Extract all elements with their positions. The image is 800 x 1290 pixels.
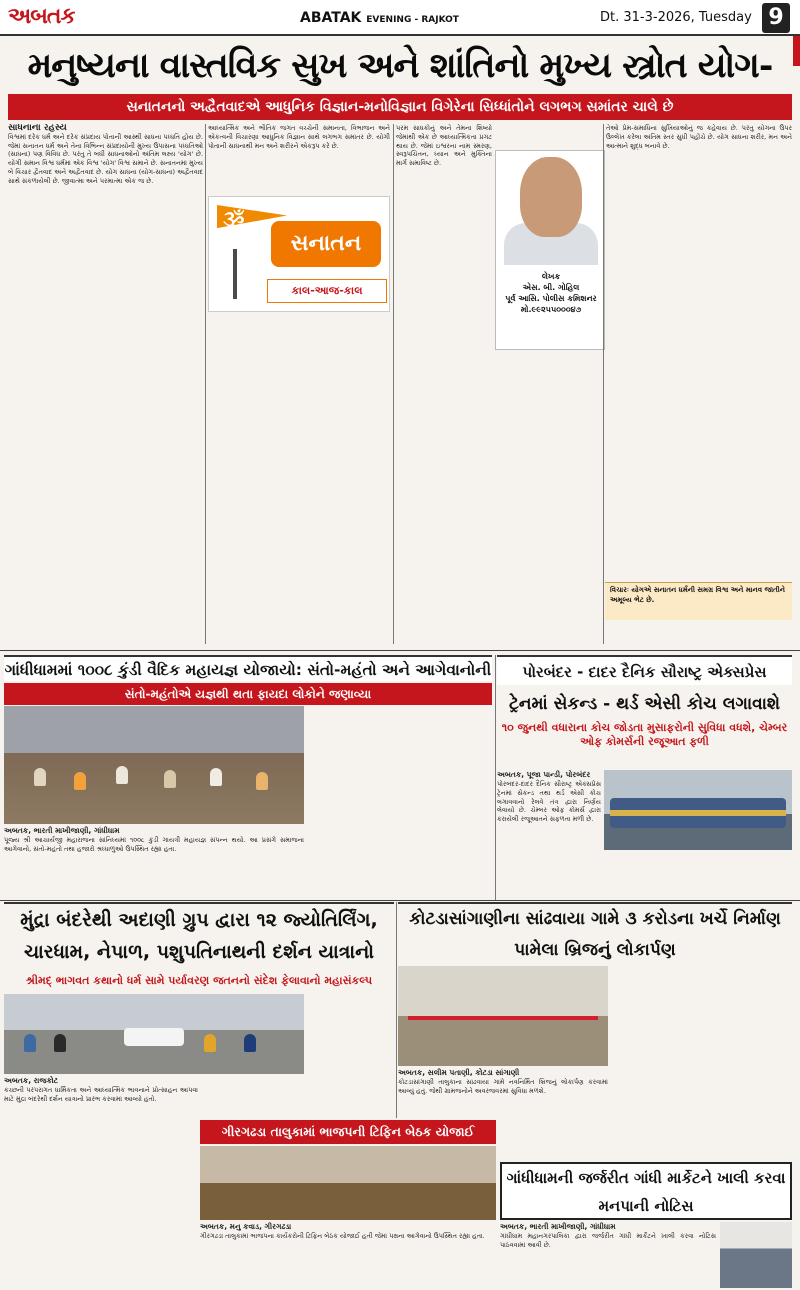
vehicle-figure [124,1028,184,1046]
portrait-role: લેખક [541,272,561,281]
market-notice-photo [720,1222,792,1288]
portrait-caption [496,271,605,315]
sanatan-tagline: કાલ-આજ-કાલ [267,279,387,303]
person-figure [244,1034,256,1052]
lead-headline: મનુષ્યના વાસ્તવિક સુખ અને શાંતિનો મુખ્ય સ્ત્રોત યોગ- [27,45,773,86]
column-rule [205,124,206,644]
market-byline: અબતક, ભારતી માખીજાણી, ગાંધીધામ [500,1222,616,1231]
dateline: Dt. 31-3-2026, Tuesday [600,10,752,25]
train-stripe [610,810,786,816]
kotda-text: કોટડાસાંગાણી તાલુકાના સાંઢવાયા ગામે નવનિર્મિત બ્રિજનું લોકાર્પણ કરવામાં આવ્યું હતું. જેથી ગ્રામજનોને અવરજવરમાં સુવિધા મળશે. [398,1078,608,1095]
gandhidham-text: પૂજ્ય શ્રી આચાર્યજી મહારાજના સાંનિધ્યમાં ૧૦૦૮ કુંડી ગાયત્રી મહાયજ્ઞ સંપન્ન થયો. આ પ્રસંગે સમાજના આગેવાનો, સંતો-મહંતો તથા હજારો શ્રધ્ધાળુઓ ઉપસ્થિત રહ્યા હતા. [4,836,304,853]
column-rule [396,902,397,1118]
kotda-headline: કોટડાસાંગાણીના સાંઢવાયા ગામે ૩ કરોડના ખર્ચે નિર્માણ પામેલા બ્રિજનું લોકાર્પણ [398,902,792,964]
kotda-side-column [610,966,792,1116]
portrait-phone: મો.૯૯૨૫૫૦૦૦૪૭ [520,305,582,314]
giri-text: ગીરગઢડા તાલુકામાં ભાજપના કાર્યકરોની ટિફિન બેઠક યોજાઈ હતી જેમાં પક્ષના આગેવાનો ઉપસ્થિત રહ્યા હતા. [200,1232,485,1240]
kotda-byline: અબતક, સલીમ પતાણી, કોટડા સાંગાણી [398,1068,520,1077]
lead-column-3 [396,124,492,644]
yagna-photo [4,706,304,824]
column-rule [603,124,604,644]
section-divider [0,650,800,651]
porbandar-byline: અબતક, પૂજા પાન્ડી, પોરબંદર [497,770,591,779]
lead-column-4-text: તેઓ પ્રેમ-સમાધિના સુખિયાઓનું જ કહેવાય છે. પરંતુ યોગના ઉપર ઉલ્લેખ કરેલા અંતિમ સ્તર સુધી પહોંચે છે. યોગ સાધના શરીર, મન અને આત્માને શુદ્ધ બનાવે છે. [606,124,792,150]
column-rule [495,655,496,900]
mundra-byline: અબતક, રાજકોટ [4,1076,59,1085]
mundra-photo [4,994,304,1074]
portrait-face [520,157,582,237]
sanatan-graphic [208,196,390,312]
market-body [500,1222,716,1286]
author-portrait [495,150,605,350]
market-headline: ગાંધીધામની જર્જરીત ગાંધી માર્કેટને ખાલી કરવા મનપાની નોટિસ [500,1162,792,1220]
ribbon-icon [408,1016,598,1020]
person-figure [164,770,176,788]
gandhidham-body [4,826,304,900]
lead-column-1-text: વિશ્વમાં દરેક ધર્મ અને દરેક સંપ્રદાય પોતાની આસ્થી સાધના પધ્ધતિ હોય છે. જેમાં સનાતન ધર્મ અને તેના વિભિન્ન સંપ્રદાયોની મુખ્ય ઉપાસના પધ્ધતિઓ (સાધના) પણ વિવિધ છે. પરંતુ તે બધી સાધનાઓનો અંતિમ લક્ષ્ય 'યોગ' છે. યોગી સમાન વિશ્વ ધર્મમાં એક વિશ્વ 'યોગ' વિશ્વ સમાને છે. સનાતનમાં મુખ્ય બે વિચાર દ્વૈતવાદ અને અદ્વૈતવાદ છે. યોગ સાધના (યોગ-સાધના) અદ્વૈતવાદ સાથે સંકળાયેલી છે. જીવાત્મા અને પરમાત્મા એક જ છે. [8,132,203,185]
portrait-name: એસ. બી. ગોહિલ [522,283,580,292]
train-photo [604,770,792,850]
mundra-text: કચ્છની પરંપરાગત ધાર્મિકતા અને આધ્યાત્મિક ભાવનાને પ્રોત્સાહન આપવા માટે મુંદ્રા બંદરેથી દર્શન યાત્રાનો પ્રારંભ કરવામાં આવ્યો હતો. [4,1086,198,1103]
giri-headline: ગીરગઢડા તાલુકામાં ભાજપની ટિફિન બેઠક યોજાઈ [200,1120,496,1144]
trishul-icon [233,249,237,299]
giri-byline: અબતક, મનુ કવાડ, ગીરગઢડા [200,1222,292,1231]
lead-column-1 [8,124,203,644]
person-figure [116,766,128,784]
lead-column-2-text: આધ્યાત્મિક અને ભૌતિક જગત વચ્ચેની સમાનતા, વિભાજન અને એકત્વની વિચારણા આધુનિક વિજ્ઞાન સાથે લગભગ સમાંતર છે. યોગી પોતાની સાધનાથી મન અને શરીરને એકરૂપ કરે છે. [208,124,390,150]
lead-column-4 [606,124,792,579]
masthead [0,0,800,36]
section-divider [0,900,800,901]
sanatan-label: સનાતન [271,221,381,267]
gandhidham-byline: અબતક, ભારતી માખીજાણી, ગાંધીધામ [4,826,120,835]
person-figure [210,768,222,786]
person-figure [24,1034,36,1052]
page-number: 9 [762,3,790,33]
porbandar-headline: પોરબંદર - દાદર દૈનિક સૌરાષ્ટ્ર એક્સપ્રેસ [497,655,792,685]
gandhidham-subheadline: સંતો-મહંતોએ યજ્ઞથી થતા ફાયદા લોકોને જણાવ્યા [4,683,492,705]
gandhidham-headline: ગાંધીધામમાં ૧૦૦૮ કુંડી વૈદિક મહાયજ્ઞ યોજાયો: સંતો-મહંતો અને આગેવાનોની [4,655,492,681]
person-figure [54,1034,66,1052]
train-subheadline: ૧૦ જુનથી વધારાના કોચ જોડતા મુસાફરોની સુવિધા વધશે, ચેમ્બર ઓફ કોમર્સની રજૂઆત ફળી [501,721,788,748]
person-figure [74,772,86,790]
lead-column-heading: સાધનાના રહસ્ય [8,124,67,133]
column-rule [393,124,394,644]
lead-closing-note: વિચારઃ યોગએ સનાતન ધર્મની સમગ્ર વિશ્વ અને માનવ જાતીને અમૂલ્ય ભેટ છે. [605,582,792,620]
lead-column-3-text: પરમ સાધકોનું અને તેમના શિષ્યો જેમાંથી એક છે આધ્યાત્મિકતા પ્રગટ થાય છે. જેમાં ઇશ્વરના નામ સ્મરણ, સ્વરૂપચિંતન, ધ્યાન અને મુક્તિના માર્ગ સમાવિષ્ટ છે. [396,124,492,168]
logo: અબતક [8,3,75,29]
person-figure [256,772,268,790]
lead-subheadline: સનાતનનો અદ્વૈતવાદએ આધુનિક વિજ્ઞાન-મનોવિજ્ઞાન વિગેરેના સિધ્ધાંતોને લગભગ સમાંતર ચાલે છે [8,94,792,120]
mundra-headline: મુંદ્રા બંદરેથી અદાણી ગ્રુપ દ્વારા ૧૨ જ્યોતિર્લિંગ, ચારધામ, નેપાળ, પશુપતિનાથની દર્શન યાત્રાનો [4,902,394,968]
om-symbol: ૐ [223,207,245,231]
giri-body [200,1222,496,1286]
edge-strip [793,36,800,66]
paper-title: ABATAK [300,10,362,26]
mundra-subheadline: શ્રીમદ્ ભાગવત કથાનો ધર્મ સામે પર્યાવરણ જતનનો સંદેશ ફેલાવાનો મહાસંકલ્પ [25,974,373,987]
person-figure [34,768,46,786]
train-headline: ટ્રેનમાં સેકન્ડ - થર્ડ એસી કોચ લગાવાશે [509,694,780,714]
tiffin-meeting-photo [200,1146,496,1220]
mundra-body [4,1076,198,1286]
paper-edition: EVENING - RAJKOT [366,15,459,25]
portrait-title: પૂર્વ આસિ. પોલીસ કમિશનર [505,294,597,303]
porbandar-body [497,770,601,900]
paper-name [300,10,459,26]
bridge-inauguration-photo [398,966,608,1066]
lead-column-2-top [208,124,390,194]
person-figure [204,1034,216,1052]
kotda-body [398,1068,608,1118]
porbandar-text: પોરબંદર-દાદર દૈનિક સૌરાષ્ટ્ર એક્સપ્રેસ ટ્રેનમાં સેકન્ડ તથા થર્ડ એસી કોચ લગાવવાનો રેલવે તંત્ર દ્વારા નિર્ણય લેવાયો છે. ચેમ્બર ઓફ કોમર્સ દ્વારા કરાયેલી રજૂઆતને સફળતા મળી છે. [497,780,601,824]
market-text: ગાંધીધામ મહાનગરપાલિકા દ્વારા જર્જરીત ગાંધી માર્કેટને ખાલી કરવા નોટિસ પાઠવવામાં આવી છે. [500,1232,716,1249]
gandhidham-side-column [308,706,492,900]
